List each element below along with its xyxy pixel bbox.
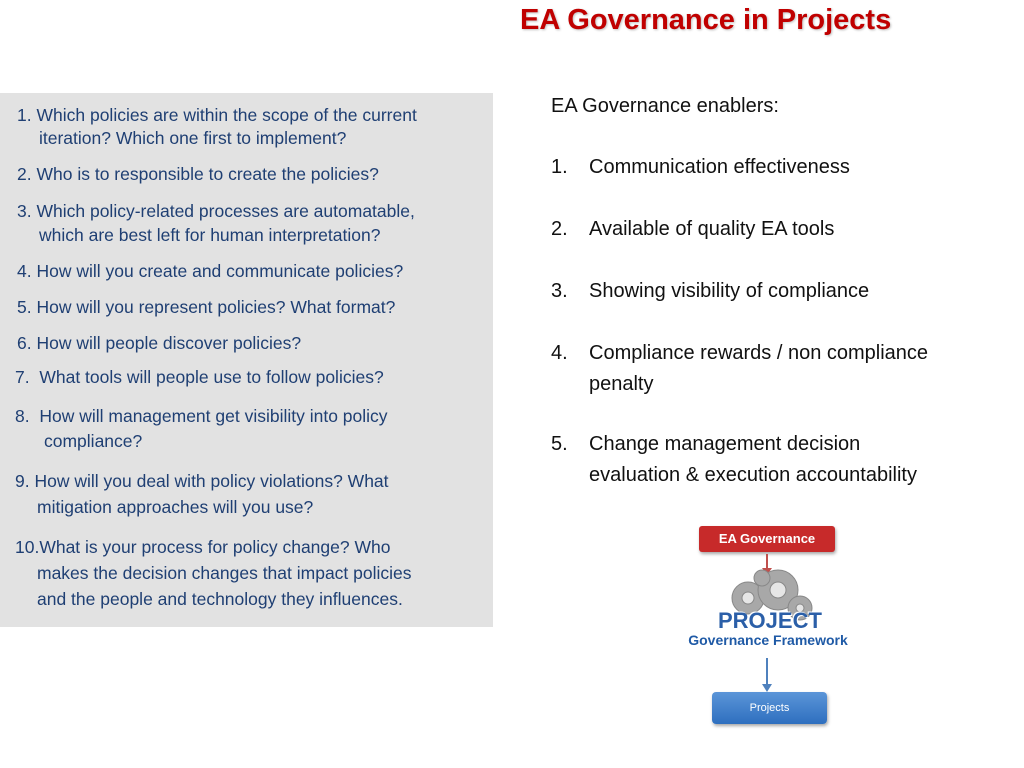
question-item: 9. How will you deal with policy violations? What bbox=[15, 471, 389, 491]
enabler-item: 4. Compliance rewards / non compliance penalty bbox=[551, 342, 929, 395]
enablers-heading: EA Governance enablers: bbox=[551, 95, 779, 117]
question-item-cont: makes the decision changes that impact policies bbox=[37, 563, 412, 583]
question-item-cont: and the people and technology they influences. bbox=[37, 589, 403, 609]
question-item: 6. How will people discover policies? bbox=[17, 333, 302, 353]
question-item-cont: which are best left for human interpretation? bbox=[39, 225, 381, 245]
ea-governance-box: EA Governance bbox=[699, 526, 835, 552]
question-item: 8. How will management get visibility into policy bbox=[15, 406, 388, 426]
question-item: 4. How will you create and communicate policies? bbox=[17, 261, 404, 281]
question-item-cont: mitigation approaches will you use? bbox=[37, 497, 314, 517]
question-item: 10.What is your process for policy change? Who bbox=[15, 537, 391, 557]
governance-framework-label: Governance Framework bbox=[688, 632, 848, 648]
question-item: 3. Which policy-related processes are automatable, bbox=[17, 201, 415, 221]
projects-box: Projects bbox=[712, 692, 827, 724]
enabler-item: 5. Change management decision evaluation & execution accountability bbox=[551, 433, 917, 486]
arrow-head-blue-icon bbox=[762, 684, 772, 692]
questions-panel bbox=[0, 93, 493, 627]
project-word: PROJECT bbox=[718, 608, 822, 633]
question-item: 2. Who is to responsible to create the policies? bbox=[17, 164, 379, 184]
enabler-item: 1. Communication effectiveness bbox=[551, 156, 850, 178]
question-item-cont: compliance? bbox=[44, 431, 143, 451]
question-item: 7. What tools will people use to follow policies? bbox=[15, 367, 384, 387]
page-title: EA Governance in Projects bbox=[520, 4, 892, 36]
question-item-cont: iteration? Which one first to implement? bbox=[39, 128, 347, 148]
enabler-item: 2. Available of quality EA tools bbox=[551, 218, 835, 240]
enabler-item: 3. Showing visibility of compliance bbox=[551, 280, 870, 302]
question-item: 5. How will you represent policies? What format? bbox=[17, 297, 396, 317]
question-item: 1. Which policies are within the scope of the current bbox=[17, 105, 417, 125]
